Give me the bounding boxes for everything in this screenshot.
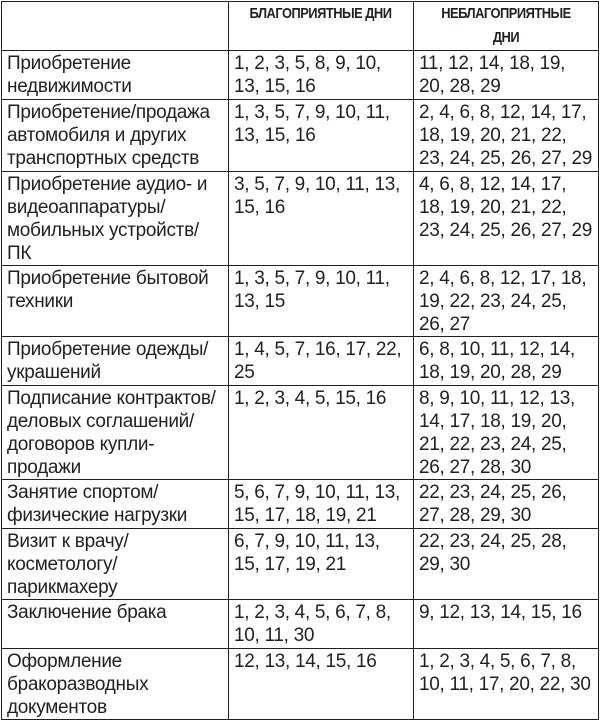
activity-cell: Оформление бракоразводных документов [2,649,229,720]
table-row [2,480,599,529]
favorable-days-cell: 1, 2, 3, 4, 5, 15, 16 [229,386,414,480]
favorable-days-cell: 3, 5, 7, 9, 10, 11, 13, 15, 16 [229,172,414,266]
table-row [2,649,599,720]
table-row [2,266,599,337]
table-row [2,51,599,100]
unfavorable-days-cell: 22, 23, 24, 25, 26, 27, 28, 29, 30 [414,480,599,529]
table-row [2,100,599,172]
header-activity [2,2,229,51]
favorable-days-table [1,1,599,720]
activity-cell: Подписание контрактов/ деловых соглашений/ договоров купли-продажи [2,386,229,480]
unfavorable-days-cell: 2, 4, 6, 8, 12, 14, 17, 18, 19, 20, 21, 22, 23, 24, 25, 26, 27, 29 [414,100,599,172]
table-row [2,386,599,480]
favorable-days-cell: 1, 4, 5, 7, 16, 17, 22, 25 [229,337,414,386]
activity-cell: Приобретение бытовой техники [2,266,229,337]
activity-cell: Занятие спортом/ физические нагрузки [2,480,229,529]
activity-cell: Приобретение/продажа автомобиля и других транспортных средств [2,100,229,172]
favorable-days-cell: 1, 2, 3, 5, 8, 9, 10, 13, 15, 16 [229,51,414,100]
header-unfavorable-days: НЕБЛАГОПРИЯТНЫЕ ДНИ [414,2,599,51]
favorable-days-cell: 1, 3, 5, 7, 9, 10, 11, 13, 15 [229,266,414,337]
table-row [2,600,599,649]
activity-cell: Приобретение аудио- и видеоаппаратуры/ мобильных устройств/ ПК [2,172,229,266]
favorable-days-cell: 6, 7, 9, 10, 11, 13, 15, 17, 19, 21 [229,529,414,600]
unfavorable-days-cell: 22, 23, 24, 25, 28, 29, 30 [414,529,599,600]
header-row [2,2,599,51]
favorable-days-cell: 12, 13, 14, 15, 16 [229,649,414,720]
table-row [2,529,599,600]
unfavorable-days-cell: 2, 4, 6, 8, 12, 17, 18, 19, 22, 23, 24, 25, 26, 27 [414,266,599,337]
unfavorable-days-cell: 11, 12, 14, 18, 19, 20, 28, 29 [414,51,599,100]
table-row [2,337,599,386]
unfavorable-days-cell: 4, 6, 8, 12, 14, 17, 18, 19, 20, 21, 22, 23, 24, 25, 26, 27, 29 [414,172,599,266]
favorable-days-cell: 1, 2, 3, 4, 5, 6, 7, 8, 10, 11, 30 [229,600,414,649]
activity-cell: Заключение брака [2,600,229,649]
unfavorable-days-cell: 8, 9, 10, 11, 12, 13, 14, 17, 18, 19, 20, 21, 22, 23, 24, 25, 26, 27, 28, 30 [414,386,599,480]
header-favorable-days: БЛАГОПРИЯТНЫЕ ДНИ [229,2,414,51]
unfavorable-days-cell: 1, 2, 3, 4, 5, 6, 7, 8, 10, 11, 17, 20, 22, 30 [414,649,599,720]
activity-cell: Приобретение одежды/ украшений [2,337,229,386]
activity-cell: Визит к врачу/ косметологу/ парикмахеру [2,529,229,600]
unfavorable-days-cell: 6, 8, 10, 11, 12, 14, 18, 19, 20, 28, 29 [414,337,599,386]
favorable-days-cell: 5, 6, 7, 9, 10, 11, 13, 15, 17, 18, 19, 21 [229,480,414,529]
unfavorable-days-cell: 9, 12, 13, 14, 15, 16 [414,600,599,649]
activity-cell: Приобретение недвижимости [2,51,229,100]
favorable-days-cell: 1, 3, 5, 7, 9, 10, 11, 13, 15, 16 [229,100,414,172]
table-row [2,172,599,266]
